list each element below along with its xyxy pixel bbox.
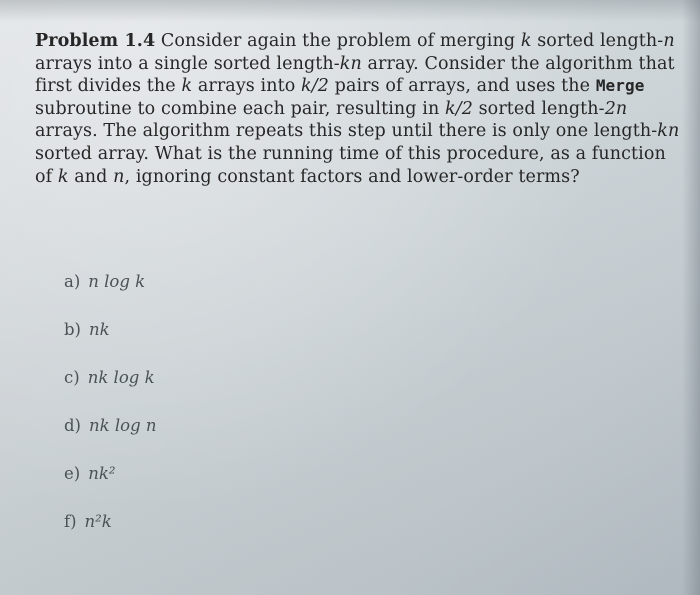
problem-text-9: arrays. The algorithm repeats this step until there is only one length- bbox=[35, 121, 658, 142]
math-2n: 2n bbox=[604, 98, 628, 119]
option-expression: nk² bbox=[88, 464, 116, 483]
option-label: e) bbox=[64, 464, 81, 483]
problem-text-8: sorted length- bbox=[472, 98, 605, 119]
option-label: d) bbox=[64, 416, 81, 435]
page-shadow-top bbox=[0, 0, 700, 22]
option-label: a) bbox=[64, 272, 81, 291]
problem-text-5: arrays into bbox=[192, 76, 302, 97]
option-expression: nk log n bbox=[89, 416, 157, 435]
problem-text-7: subroutine to combine each pair, resulting in bbox=[35, 98, 445, 119]
option-expression: nk bbox=[89, 320, 110, 339]
problem-statement bbox=[35, 30, 685, 188]
math-k: k bbox=[520, 31, 532, 51]
option-c bbox=[64, 366, 157, 414]
math-kn: kn bbox=[657, 121, 680, 142]
math-k: k bbox=[57, 166, 69, 187]
problem-title: Problem 1.4 bbox=[35, 31, 156, 51]
math-n: n bbox=[663, 31, 675, 51]
option-expression: n²k bbox=[84, 512, 112, 531]
option-f bbox=[64, 510, 157, 558]
option-label: f) bbox=[64, 512, 77, 531]
option-a bbox=[64, 270, 157, 318]
problem-text-11: and bbox=[68, 166, 114, 187]
problem-text-10: sorted array. What is the running time of this procedure, as a function of bbox=[35, 143, 666, 187]
option-b bbox=[64, 318, 157, 366]
problem-text-2: sorted length- bbox=[531, 31, 664, 51]
math-k-half: k/2 bbox=[301, 76, 329, 97]
math-n: n bbox=[113, 166, 125, 187]
problem-text-4: array. Consider the algorithm that first divides the bbox=[35, 53, 675, 97]
math-k-half: k/2 bbox=[445, 98, 473, 119]
option-expression: n log k bbox=[88, 272, 146, 291]
option-label: b) bbox=[64, 320, 81, 339]
option-d bbox=[64, 414, 157, 462]
option-label: c) bbox=[64, 368, 80, 387]
problem-text-6: pairs of arrays, and uses the bbox=[328, 76, 596, 97]
option-e bbox=[64, 462, 157, 510]
math-kn: kn bbox=[339, 53, 362, 74]
option-expression: nk log k bbox=[87, 368, 155, 387]
math-k: k bbox=[181, 76, 193, 97]
answer-options bbox=[64, 270, 157, 558]
merge-subroutine-name: Merge bbox=[595, 76, 645, 96]
problem-text-1: Consider again the problem of merging bbox=[160, 31, 521, 51]
problem-text-12: , ignoring constant factors and lower-order terms? bbox=[124, 166, 580, 187]
problem-text-3: arrays into a single sorted length- bbox=[35, 53, 340, 74]
